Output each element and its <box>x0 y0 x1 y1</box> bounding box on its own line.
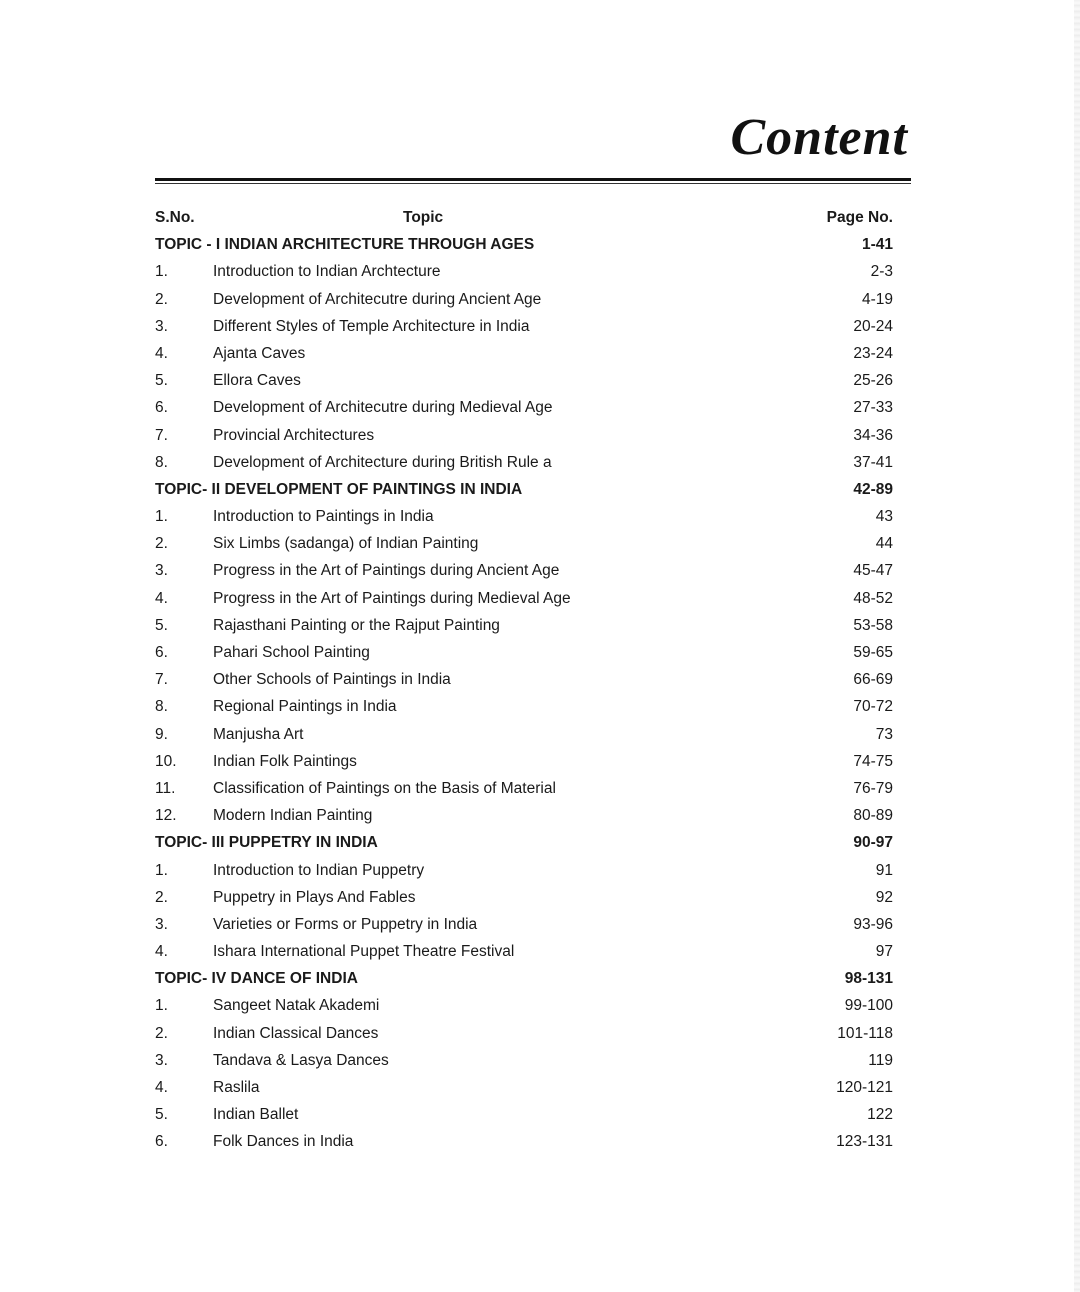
toc-entry-row <box>155 693 895 720</box>
entry-number: 6. <box>155 399 168 417</box>
toc-entry-row <box>155 992 895 1019</box>
page-no-header: Page No. <box>826 209 893 226</box>
entry-topic: Classification of Paintings on the Basis of Material <box>213 779 556 797</box>
toc-entry-row <box>155 585 895 612</box>
entry-number: 4. <box>155 344 168 362</box>
toc-entry-row <box>155 557 895 584</box>
entry-topic: Progress in the Art of Paintings during Ancient Age <box>213 562 560 580</box>
toc-entry-row <box>155 449 895 476</box>
section-title: TOPIC- IV DANCE OF INDIA <box>155 970 358 988</box>
entry-pages: 45-47 <box>853 562 893 580</box>
entry-pages: 91 <box>875 861 893 879</box>
toc-entry-row <box>155 666 895 693</box>
entry-number: 8. <box>155 698 168 716</box>
entry-topic: Development of Architecutre during Medieval Age <box>213 399 553 417</box>
entry-number: 6. <box>155 1133 168 1151</box>
toc-entry-row <box>155 1128 895 1155</box>
entry-number: 7. <box>155 671 168 689</box>
toc-entry-row <box>155 911 895 938</box>
entry-topic: Ishara International Puppet Theatre Festival <box>213 943 515 961</box>
entry-number: 2. <box>155 1024 168 1042</box>
section-pages: 98-131 <box>844 970 893 988</box>
entry-number: 3. <box>155 562 168 580</box>
entry-pages: 2-3 <box>870 263 893 281</box>
page-title: Content <box>730 109 908 166</box>
toc-entry-row <box>155 258 895 285</box>
toc-entry-row <box>155 503 895 530</box>
entry-pages: 20-24 <box>853 317 893 335</box>
entry-number: 4. <box>155 1079 168 1096</box>
entry-topic: Different Styles of Temple Architecture in India <box>213 317 530 335</box>
entry-number: 1. <box>155 861 168 879</box>
section-title: TOPIC - I INDIAN ARCHITECTURE THROUGH AGES <box>155 236 535 254</box>
section-row <box>155 476 895 503</box>
entry-number: 1. <box>155 997 168 1015</box>
topic-header: Topic <box>403 209 444 226</box>
entry-pages: 120-121 <box>836 1079 893 1096</box>
toc-entry-row <box>155 313 895 340</box>
entry-topic: Provincial Architectures <box>213 426 375 444</box>
entry-pages: 101-118 <box>837 1024 893 1042</box>
entry-pages: 123-131 <box>836 1133 893 1151</box>
scan-edge-texture <box>1074 0 1080 1292</box>
entry-number: 11. <box>155 779 176 797</box>
entry-number: 5. <box>155 1106 168 1124</box>
toc-entry-row <box>155 367 895 394</box>
entry-pages: 122 <box>867 1106 893 1124</box>
entry-pages: 97 <box>875 943 893 961</box>
entry-topic: Ajanta Caves <box>213 344 306 362</box>
toc-entry-row <box>155 639 895 666</box>
entry-topic: Indian Folk Paintings <box>213 752 357 770</box>
entry-pages: 70-72 <box>853 698 893 716</box>
entry-topic: Other Schools of Paintings in India <box>213 671 451 689</box>
toc-header-row <box>155 204 895 231</box>
entry-number: 2. <box>155 535 168 553</box>
entry-topic: Rajasthani Painting or the Rajput Painting <box>213 616 500 634</box>
entry-number: 5. <box>155 616 168 634</box>
entry-pages: 92 <box>875 888 893 906</box>
entry-number: 9. <box>155 725 168 743</box>
entry-topic: Pahari School Painting <box>213 644 370 661</box>
entry-number: 2. <box>155 888 168 906</box>
entry-topic: Introduction to Indian Puppetry <box>213 861 425 879</box>
entry-topic: Introduction to Indian Archtecture <box>213 263 441 281</box>
entry-number: 1. <box>155 508 168 526</box>
entry-number: 3. <box>155 915 168 933</box>
section-pages: 42-89 <box>853 480 893 498</box>
toc-entry-row <box>155 530 895 557</box>
toc-entry-row <box>155 394 895 421</box>
toc-entry-row <box>155 1047 895 1074</box>
toc-entry-row <box>155 422 895 449</box>
entry-pages: 76-79 <box>853 779 893 797</box>
entry-topic: Development of Architecutre during Ancient Age <box>213 290 542 308</box>
toc-entry-row <box>155 612 895 639</box>
table-of-contents <box>155 204 895 1156</box>
entry-topic: Sangeet Natak Akademi <box>213 997 380 1015</box>
entry-number: 2. <box>155 290 168 308</box>
entry-pages: 73 <box>875 725 893 743</box>
entry-number: 3. <box>155 317 168 335</box>
entry-topic: Modern Indian Painting <box>213 807 373 825</box>
entry-number: 10. <box>155 752 177 770</box>
entry-pages: 23-24 <box>853 344 893 362</box>
entry-number: 1. <box>155 263 168 281</box>
entry-number: 12. <box>155 807 177 825</box>
section-title: TOPIC- III PUPPETRY IN INDIA <box>155 834 378 852</box>
entry-pages: 93-96 <box>853 915 893 933</box>
entry-topic: Puppetry in Plays And Fables <box>213 888 416 906</box>
entry-pages: 27-33 <box>853 399 893 417</box>
toc-entry-row <box>155 1020 895 1047</box>
entry-number: 4. <box>155 943 168 961</box>
entry-pages: 34-36 <box>853 426 893 444</box>
toc-entry-row <box>155 1101 895 1128</box>
entry-topic: Progress in the Art of Paintings during Medieval Age <box>213 589 571 607</box>
entry-topic: Manjusha Art <box>213 725 304 743</box>
toc-entry-row <box>155 286 895 313</box>
section-row <box>155 231 895 258</box>
toc-entry-row <box>155 775 895 802</box>
title-rule-thin <box>155 183 911 184</box>
toc-entry-row <box>155 1074 895 1101</box>
entry-pages: 44 <box>875 535 893 553</box>
toc-entry-row <box>155 748 895 775</box>
entry-pages: 53-58 <box>853 616 893 634</box>
entry-pages: 99-100 <box>844 997 893 1015</box>
entry-pages: 37-41 <box>853 453 893 471</box>
entry-pages: 43 <box>875 508 893 526</box>
entry-topic: Introduction to Paintings in India <box>213 508 434 526</box>
toc-entry-row <box>155 802 895 829</box>
title-rule-thick <box>155 178 911 181</box>
section-title: TOPIC- II DEVELOPMENT OF PAINTINGS IN INDIA <box>155 480 523 498</box>
section-pages: 90-97 <box>853 834 893 852</box>
entry-topic: Indian Classical Dances <box>213 1024 379 1042</box>
entry-pages: 59-65 <box>853 644 893 661</box>
section-row <box>155 829 895 856</box>
entry-pages: 119 <box>868 1051 893 1069</box>
entry-topic: Development of Architecture during British Rule a <box>213 453 552 471</box>
entry-pages: 4-19 <box>861 290 893 308</box>
entry-topic: Indian Ballet <box>213 1106 299 1124</box>
section-row <box>155 965 895 992</box>
entry-topic: Ellora Caves <box>213 372 301 390</box>
entry-pages: 80-89 <box>853 807 893 825</box>
entry-pages: 25-26 <box>853 372 893 390</box>
entry-topic: Tandava & Lasya Dances <box>213 1051 389 1069</box>
toc-entry-row <box>155 857 895 884</box>
entry-topic: Varieties or Forms or Puppetry in India <box>213 915 478 933</box>
toc-entry-row <box>155 340 895 367</box>
entry-number: 5. <box>155 372 168 390</box>
entry-number: 6. <box>155 644 168 661</box>
toc-entry-row <box>155 884 895 911</box>
entry-number: 3. <box>155 1051 168 1069</box>
toc-entry-row <box>155 721 895 748</box>
section-pages: 1-41 <box>861 236 893 254</box>
entry-number: 8. <box>155 453 168 471</box>
entry-topic: Regional Paintings in India <box>213 698 397 716</box>
entry-pages: 74-75 <box>853 752 893 770</box>
toc-entry-row <box>155 938 895 965</box>
entry-number: 7. <box>155 426 168 444</box>
entry-pages: 48-52 <box>853 589 893 607</box>
sno-header: S.No. <box>155 209 195 226</box>
entry-topic: Raslila <box>213 1079 260 1096</box>
entry-topic: Six Limbs (sadanga) of Indian Painting <box>213 535 479 553</box>
entry-number: 4. <box>155 589 168 607</box>
entry-pages: 66-69 <box>853 671 893 689</box>
entry-topic: Folk Dances in India <box>213 1133 354 1151</box>
